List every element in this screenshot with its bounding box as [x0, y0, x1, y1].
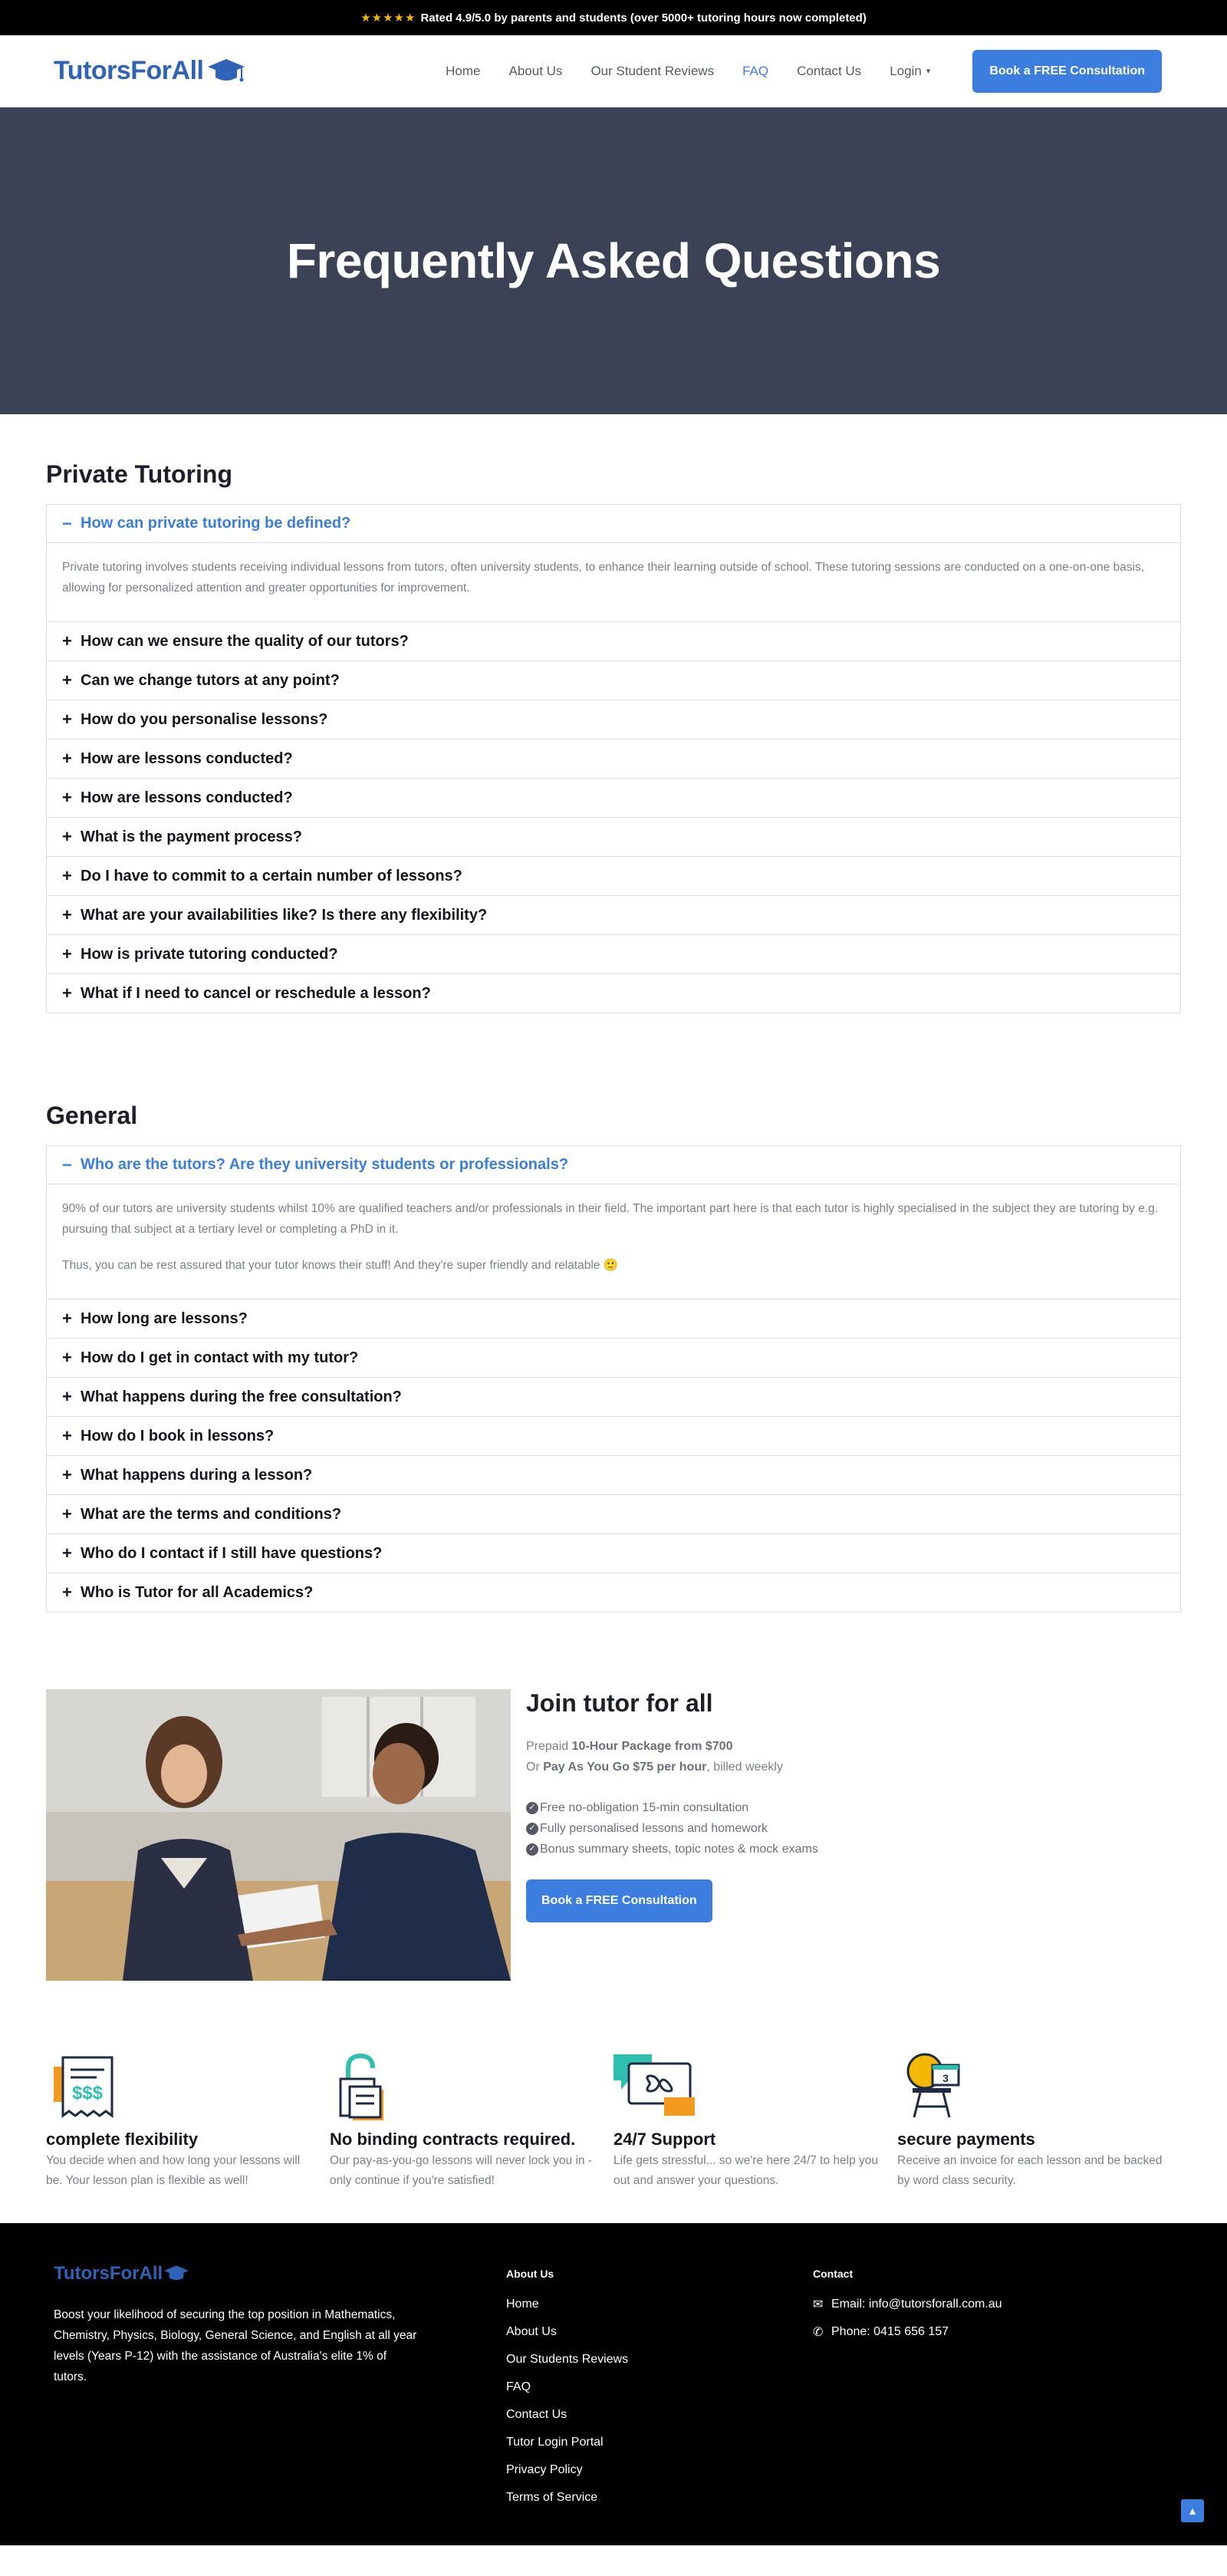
prepaid-value: 10-Hour Package from $700 — [571, 1740, 733, 1753]
site-footer — [0, 2223, 1227, 2545]
faq-section-general — [0, 1102, 1227, 1612]
plus-icon: + — [62, 1348, 72, 1367]
faq-accordion — [46, 1145, 1181, 1612]
rating-stars: ★★★★★ — [360, 12, 416, 25]
faq-item[interactable] — [47, 817, 1180, 856]
faq-question: What if I need to cancel or reschedule a lesson? — [81, 984, 431, 1002]
plus-icon: + — [62, 905, 72, 924]
faq-question-toggle[interactable] — [47, 740, 1180, 778]
feature-text: You decide when and how long your lessons will be. Your lesson plan is flexible as well! — [46, 2154, 301, 2187]
faq-question-toggle[interactable] — [47, 857, 1180, 895]
tutoring-session-photo — [46, 1689, 511, 1981]
plus-icon: + — [62, 788, 72, 807]
list-item — [526, 1839, 818, 1860]
footer-heading: About Us — [506, 2268, 554, 2280]
faq-question-toggle[interactable] — [47, 505, 1180, 543]
plus-icon: + — [62, 983, 72, 1003]
faq-question: Who is Tutor for all Academics? — [81, 1583, 314, 1601]
faq-answer-text: 90% of our tutors are university students whilst 10% are qualified teachers and/or professionals in their field. The important part here is that each tutor is highly specialised in the subject they are tutoring by e.g. pursuing that subject at a tertiary level or completing a PhD in it. — [62, 1202, 1159, 1236]
feature-title: complete flexibility — [46, 2130, 199, 2149]
faq-question-toggle[interactable] — [47, 1534, 1180, 1573]
faq-question: What happens during the free consultation? — [81, 1388, 402, 1405]
faq-question-toggle[interactable] — [47, 700, 1180, 739]
footer-link-contact[interactable]: Contact Us — [506, 2408, 567, 2421]
rating-text: Rated 4.9/5.0 by parents and students (over 5000+ tutoring hours now completed) — [420, 11, 867, 25]
nav-contact-us[interactable]: Contact Us — [797, 63, 862, 78]
unlocked-contract-icon — [330, 2050, 614, 2123]
nav-about-us[interactable]: About Us — [508, 63, 563, 78]
join-section — [0, 1689, 1227, 1981]
faq-section-private-tutoring — [0, 460, 1227, 1013]
footer-contact — [813, 2263, 1120, 2545]
plus-icon: + — [62, 944, 72, 964]
faq-question-toggle[interactable] — [47, 818, 1180, 856]
join-content — [526, 1689, 818, 1981]
features-row — [0, 2050, 1227, 2191]
plus-icon: + — [62, 1465, 72, 1484]
footer-link-about[interactable]: About Us — [506, 2325, 557, 2338]
faq-question-toggle[interactable] — [47, 779, 1180, 817]
contact-phone-text: Phone: 0415 656 157 — [831, 2325, 949, 2338]
feature-card — [46, 2050, 330, 2191]
phone-icon: ✆ — [813, 2326, 824, 2339]
faq-question: How are lessons conducted? — [81, 789, 293, 806]
plus-icon: + — [62, 1583, 72, 1602]
check-circle-icon: ✓ — [526, 1802, 538, 1814]
faq-question-toggle[interactable] — [47, 935, 1180, 973]
footer-link-terms[interactable]: Terms of Service — [506, 2491, 598, 2504]
faq-item — [47, 1146, 1180, 1299]
faq-question-toggle[interactable] — [47, 1495, 1180, 1533]
plus-icon: + — [62, 631, 72, 651]
plus-icon: + — [62, 1543, 72, 1563]
faq-question: How can we ensure the quality of our tutors? — [81, 632, 409, 650]
faq-question: What is the payment process? — [81, 828, 302, 845]
nav-login[interactable] — [890, 64, 930, 79]
faq-question: How is private tutoring conducted? — [81, 945, 338, 963]
faq-question: How do I get in contact with my tutor? — [81, 1349, 359, 1366]
faq-item[interactable] — [47, 895, 1180, 934]
site-header — [0, 35, 1227, 107]
envelope-icon: ✉ — [813, 2298, 824, 2311]
benefit-text: Fully personalised lessons and homework — [540, 1822, 768, 1835]
check-circle-icon: ✓ — [526, 1843, 538, 1856]
minus-icon: − — [62, 513, 72, 533]
faq-answer — [47, 543, 1180, 621]
footer-link-home[interactable]: Home — [506, 2298, 539, 2311]
payg-prefix: Or — [526, 1761, 544, 1774]
benefit-text: Bonus summary sheets, topic notes & mock exams — [540, 1843, 818, 1856]
faq-question: How are lessons conducted? — [81, 749, 293, 767]
benefits-list — [526, 1797, 818, 1860]
faq-question-toggle[interactable] — [47, 1417, 1180, 1455]
faq-question-toggle[interactable] — [47, 1300, 1180, 1338]
logo-text: TutorsForAll — [54, 56, 204, 85]
faq-question: How do I book in lessons? — [81, 1427, 275, 1444]
contact-phone[interactable] — [813, 2324, 1120, 2340]
list-item — [526, 1818, 818, 1839]
faq-item[interactable] — [47, 1377, 1180, 1416]
faq-item[interactable] — [47, 1416, 1180, 1455]
faq-item — [47, 505, 1180, 621]
plus-icon: + — [62, 1309, 72, 1328]
faq-question-toggle[interactable] — [47, 1339, 1180, 1377]
faq-item[interactable] — [47, 1494, 1180, 1533]
faq-answer-text: Private tutoring involves students receiving individual lessons from tutors, often university students, to enhance their learning outside of school. These tutoring sessions are conducted on a one-on-one basis, allowing for personalized attention and greater opportunities for improvement. — [62, 561, 1145, 595]
faq-item[interactable] — [47, 1299, 1180, 1338]
contact-email-text: Email: info@tutorsforall.com.au — [831, 2298, 1002, 2311]
plus-icon: + — [62, 749, 72, 768]
check-circle-icon: ✓ — [526, 1823, 538, 1835]
join-title: Join tutor for all — [526, 1689, 713, 1717]
contact-email[interactable] — [813, 2297, 1120, 2312]
benefit-text: Free no-obligation 15-min consultation — [540, 1801, 749, 1814]
faq-item[interactable] — [47, 660, 1180, 700]
secure-payment-icon — [897, 2050, 1181, 2123]
faq-item[interactable] — [47, 621, 1180, 660]
faq-item[interactable] — [47, 1533, 1180, 1573]
footer-brand — [54, 2263, 506, 2545]
footer-description: Boost your likelihood of securing the top position in Mathematics, Chemistry, Physics, Biology, General Science, and English at all year levels (Years P-12) with the assistance of Australia's elite 1% of tutors. — [54, 2308, 417, 2383]
page-title: Frequently Asked Questions — [286, 233, 941, 288]
plus-icon: + — [62, 1504, 72, 1524]
tutoring-photo-illustration — [46, 1689, 511, 1981]
plus-icon: + — [62, 1426, 72, 1445]
top-announcement-bar — [0, 0, 1227, 35]
plus-icon: + — [62, 1387, 72, 1406]
svg-text:$$$: $$$ — [71, 2083, 104, 2103]
faq-question-toggle[interactable] — [47, 661, 1180, 700]
receipt-icon — [46, 2050, 330, 2123]
faq-accordion — [46, 504, 1181, 1013]
nav-student-reviews[interactable]: Our Student Reviews — [590, 63, 715, 78]
feature-card — [897, 2050, 1181, 2191]
footer-logo-text: TutorsForAll — [54, 2263, 163, 2284]
footer-link-tutor-login[interactable]: Tutor Login Portal — [506, 2436, 604, 2449]
nav-faq[interactable]: FAQ — [742, 63, 769, 78]
faq-question: What are your availabilities like? Is there any flexibility? — [81, 906, 488, 924]
feature-card — [330, 2050, 614, 2191]
faq-item[interactable] — [47, 973, 1180, 1013]
footer-logo[interactable] — [54, 2263, 506, 2284]
faq-item[interactable] — [47, 856, 1180, 895]
faq-item[interactable] — [47, 778, 1180, 817]
payg-value: Pay As You Go $75 per hour — [543, 1761, 707, 1774]
list-item — [526, 1797, 818, 1818]
feature-title: 24/7 Support — [614, 2130, 716, 2149]
main-nav — [417, 64, 930, 79]
book-consultation-button[interactable]: Book a FREE Consultation — [972, 50, 1162, 93]
footer-about — [506, 2263, 813, 2545]
graduation-cap-icon — [163, 2265, 190, 2283]
faq-question-toggle[interactable] — [47, 1378, 1180, 1416]
faq-question: Do I have to commit to a certain number of lessons? — [81, 867, 462, 884]
payg-price — [526, 1757, 818, 1777]
faq-question-toggle[interactable] — [47, 1456, 1180, 1494]
footer-link-privacy[interactable]: Privacy Policy — [506, 2463, 583, 2476]
feature-text: Receive an invoice for each lesson and be backed by word class security. — [897, 2154, 1163, 2187]
plus-icon: + — [62, 670, 72, 690]
footer-link-reviews[interactable]: Our Students Reviews — [506, 2353, 629, 2366]
site-logo[interactable] — [54, 56, 246, 86]
faq-question: Can we change tutors at any point? — [81, 671, 340, 689]
nav-home[interactable]: Home — [446, 63, 481, 78]
footer-link-faq[interactable]: FAQ — [506, 2380, 531, 2393]
prepaid-price — [526, 1736, 818, 1757]
graduation-cap-icon — [206, 58, 246, 85]
faq-question-toggle[interactable] — [47, 974, 1180, 1013]
chevron-up-icon: ▲ — [1187, 2505, 1198, 2517]
chevron-down-icon: ▾ — [926, 67, 931, 76]
faq-question: What are the terms and conditions? — [81, 1505, 342, 1523]
faq-item[interactable] — [47, 739, 1180, 778]
plus-icon: + — [62, 827, 72, 846]
plus-icon: + — [62, 710, 72, 729]
footer-heading: Contact — [813, 2268, 854, 2280]
payg-suffix: , billed weekly — [706, 1761, 783, 1774]
feature-title: No binding contracts required. — [330, 2130, 576, 2149]
faq-question: How can private tutoring be defined? — [81, 515, 351, 532]
faq-question: How long are lessons? — [81, 1309, 248, 1327]
faq-question-toggle[interactable] — [47, 622, 1180, 660]
faq-answer — [47, 1184, 1180, 1299]
faq-item[interactable] — [47, 1573, 1180, 1612]
nav-login-label: Login — [890, 63, 922, 78]
plus-icon: + — [62, 866, 72, 885]
faq-question: What happens during a lesson? — [81, 1466, 313, 1484]
book-consultation-button[interactable]: Book a FREE Consultation — [526, 1879, 712, 1922]
feature-title: secure payments — [897, 2130, 1035, 2149]
minus-icon: − — [62, 1155, 72, 1174]
faq-question-toggle[interactable] — [47, 896, 1180, 934]
faq-question-toggle[interactable] — [47, 1573, 1180, 1612]
faq-item[interactable] — [47, 700, 1180, 739]
faq-item[interactable] — [47, 1455, 1180, 1494]
hero-banner — [0, 107, 1227, 414]
faq-question: How do you personalise lessons? — [81, 710, 328, 728]
section-title: General — [46, 1102, 138, 1129]
faq-question: Who are the tutors? Are they university students or professionals? — [81, 1156, 569, 1173]
feature-text: Our pay-as-you-go lessons will never lock you in - only continue if you're satisfied! — [330, 2154, 592, 2187]
faq-answer-text: Thus, you can be rest assured that your tutor knows their stuff! And they're super friendly and relatable 🙂 — [62, 1259, 619, 1272]
feature-card — [614, 2050, 897, 2191]
prepaid-label: Prepaid — [526, 1740, 572, 1753]
scroll-to-top-button[interactable] — [1181, 2499, 1204, 2522]
feature-text: Life gets stressful... so we're here 24/7 to help you out and answer your questions. — [614, 2154, 879, 2187]
faq-question: Who do I contact if I still have questions? — [81, 1544, 383, 1562]
faq-question-toggle[interactable] — [47, 1146, 1180, 1184]
svg-text:3: 3 — [942, 2072, 949, 2084]
section-title: Private Tutoring — [46, 460, 232, 488]
faq-item[interactable] — [47, 934, 1180, 973]
chat-bubbles-icon — [614, 2050, 897, 2123]
faq-item[interactable] — [47, 1338, 1180, 1377]
